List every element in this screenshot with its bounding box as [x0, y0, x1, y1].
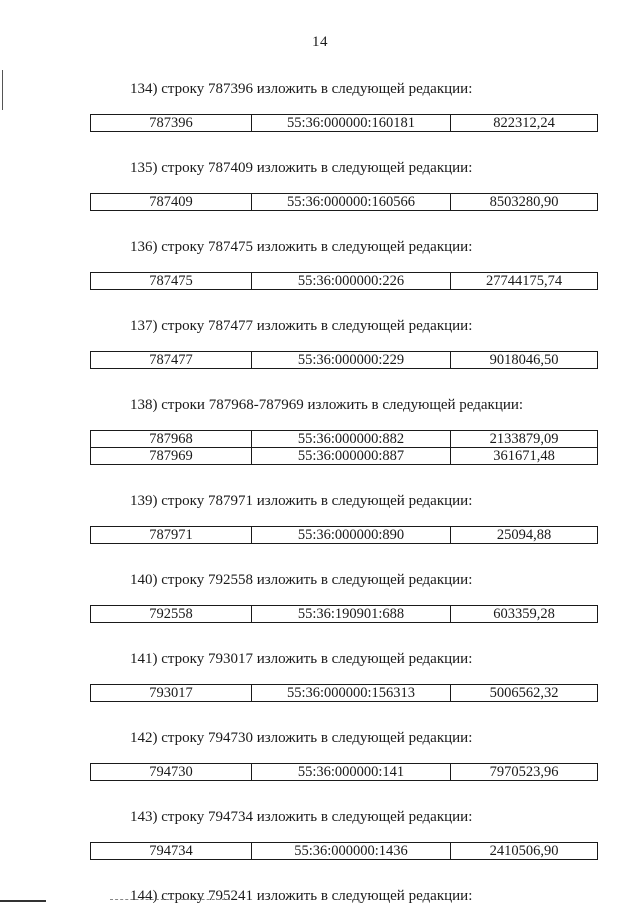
table-row: [91, 194, 598, 211]
row-number-cell: 793017: [91, 685, 252, 702]
value-cell: 2133879,09: [451, 431, 598, 448]
amendment-section: [0, 806, 640, 860]
cadastral-number-cell: 55:36:000000:1436: [252, 843, 451, 860]
amendment-table: [90, 430, 598, 465]
cadastral-number-cell: 55:36:000000:882: [252, 431, 451, 448]
amendment-caption: 144) строку 795241 изложить в следующей редакции:: [130, 888, 473, 904]
table-row: [91, 527, 598, 544]
cadastral-number-cell: 55:36:000000:229: [252, 352, 451, 369]
value-cell: 25094,88: [451, 527, 598, 544]
page-number: 14: [312, 34, 328, 50]
table-row: [91, 448, 598, 465]
table-row: [91, 431, 598, 448]
cadastral-number-cell: 55:36:000000:226: [252, 273, 451, 290]
row-number-cell: 787409: [91, 194, 252, 211]
amendment-table: [90, 193, 598, 211]
amendment-caption: 137) строку 787477 изложить в следующей редакции:: [130, 318, 473, 334]
table-row: [91, 685, 598, 702]
value-cell: 603359,28: [451, 606, 598, 623]
value-cell: 27744175,74: [451, 273, 598, 290]
amendment-table: [90, 526, 598, 544]
table-row: [91, 764, 598, 781]
amendments-list: [0, 78, 640, 907]
amendment-table: [90, 763, 598, 781]
amendment-section: [0, 885, 640, 907]
amendment-section: [0, 78, 640, 132]
amendment-section: [0, 157, 640, 211]
amendment-table: [90, 351, 598, 369]
amendment-caption: 139) строку 787971 изложить в следующей редакции:: [130, 493, 473, 509]
amendment-caption: 134) строку 787396 изложить в следующей редакции:: [130, 81, 473, 97]
cadastral-number-cell: 55:36:000000:160181: [252, 115, 451, 132]
table-row: [91, 115, 598, 132]
cadastral-number-cell: 55:36:000000:156313: [252, 685, 451, 702]
amendment-caption: 140) строку 792558 изложить в следующей редакции:: [130, 572, 473, 588]
amendment-caption: 142) строку 794730 изложить в следующей редакции:: [130, 730, 473, 746]
amendment-section: [0, 490, 640, 544]
amendment-table: [90, 605, 598, 623]
cadastral-number-cell: 55:36:000000:890: [252, 527, 451, 544]
amendment-section: [0, 569, 640, 623]
amendment-table: [90, 684, 598, 702]
row-number-cell: 787969: [91, 448, 252, 465]
value-cell: 5006562,32: [451, 685, 598, 702]
amendment-caption: 141) строку 793017 изложить в следующей редакции:: [130, 651, 473, 667]
row-number-cell: 787477: [91, 352, 252, 369]
footer-line: [0, 900, 46, 902]
row-number-cell: 792558: [91, 606, 252, 623]
amendment-caption: 136) строку 787475 изложить в следующей редакции:: [130, 239, 473, 255]
amendment-table: [90, 272, 598, 290]
amendment-section: [0, 236, 640, 290]
cadastral-number-cell: 55:36:190901:688: [252, 606, 451, 623]
footer-scan-artifact: [110, 899, 230, 901]
table-row: [91, 843, 598, 860]
amendment-caption: 135) строку 787409 изложить в следующей редакции:: [130, 160, 473, 176]
value-cell: 8503280,90: [451, 194, 598, 211]
table-row: [91, 352, 598, 369]
row-number-cell: 787396: [91, 115, 252, 132]
row-number-cell: 794730: [91, 764, 252, 781]
value-cell: 7970523,96: [451, 764, 598, 781]
value-cell: 361671,48: [451, 448, 598, 465]
amendment-table: [90, 114, 598, 132]
row-number-cell: 787968: [91, 431, 252, 448]
table-row: [91, 606, 598, 623]
amendment-section: [0, 394, 640, 465]
amendment-section: [0, 315, 640, 369]
value-cell: 2410506,90: [451, 843, 598, 860]
amendment-caption: 138) строки 787968-787969 изложить в следующей редакции:: [130, 397, 524, 413]
cadastral-number-cell: 55:36:000000:160566: [252, 194, 451, 211]
row-number-cell: 794734: [91, 843, 252, 860]
cadastral-number-cell: 55:36:000000:141: [252, 764, 451, 781]
value-cell: 9018046,50: [451, 352, 598, 369]
row-number-cell: 787475: [91, 273, 252, 290]
cadastral-number-cell: 55:36:000000:887: [252, 448, 451, 465]
amendment-section: [0, 727, 640, 781]
amendment-caption: 143) строку 794734 изложить в следующей редакции:: [130, 809, 473, 825]
amendment-table: [90, 842, 598, 860]
table-row: [91, 273, 598, 290]
amendment-section: [0, 648, 640, 702]
row-number-cell: 787971: [91, 527, 252, 544]
value-cell: 822312,24: [451, 115, 598, 132]
